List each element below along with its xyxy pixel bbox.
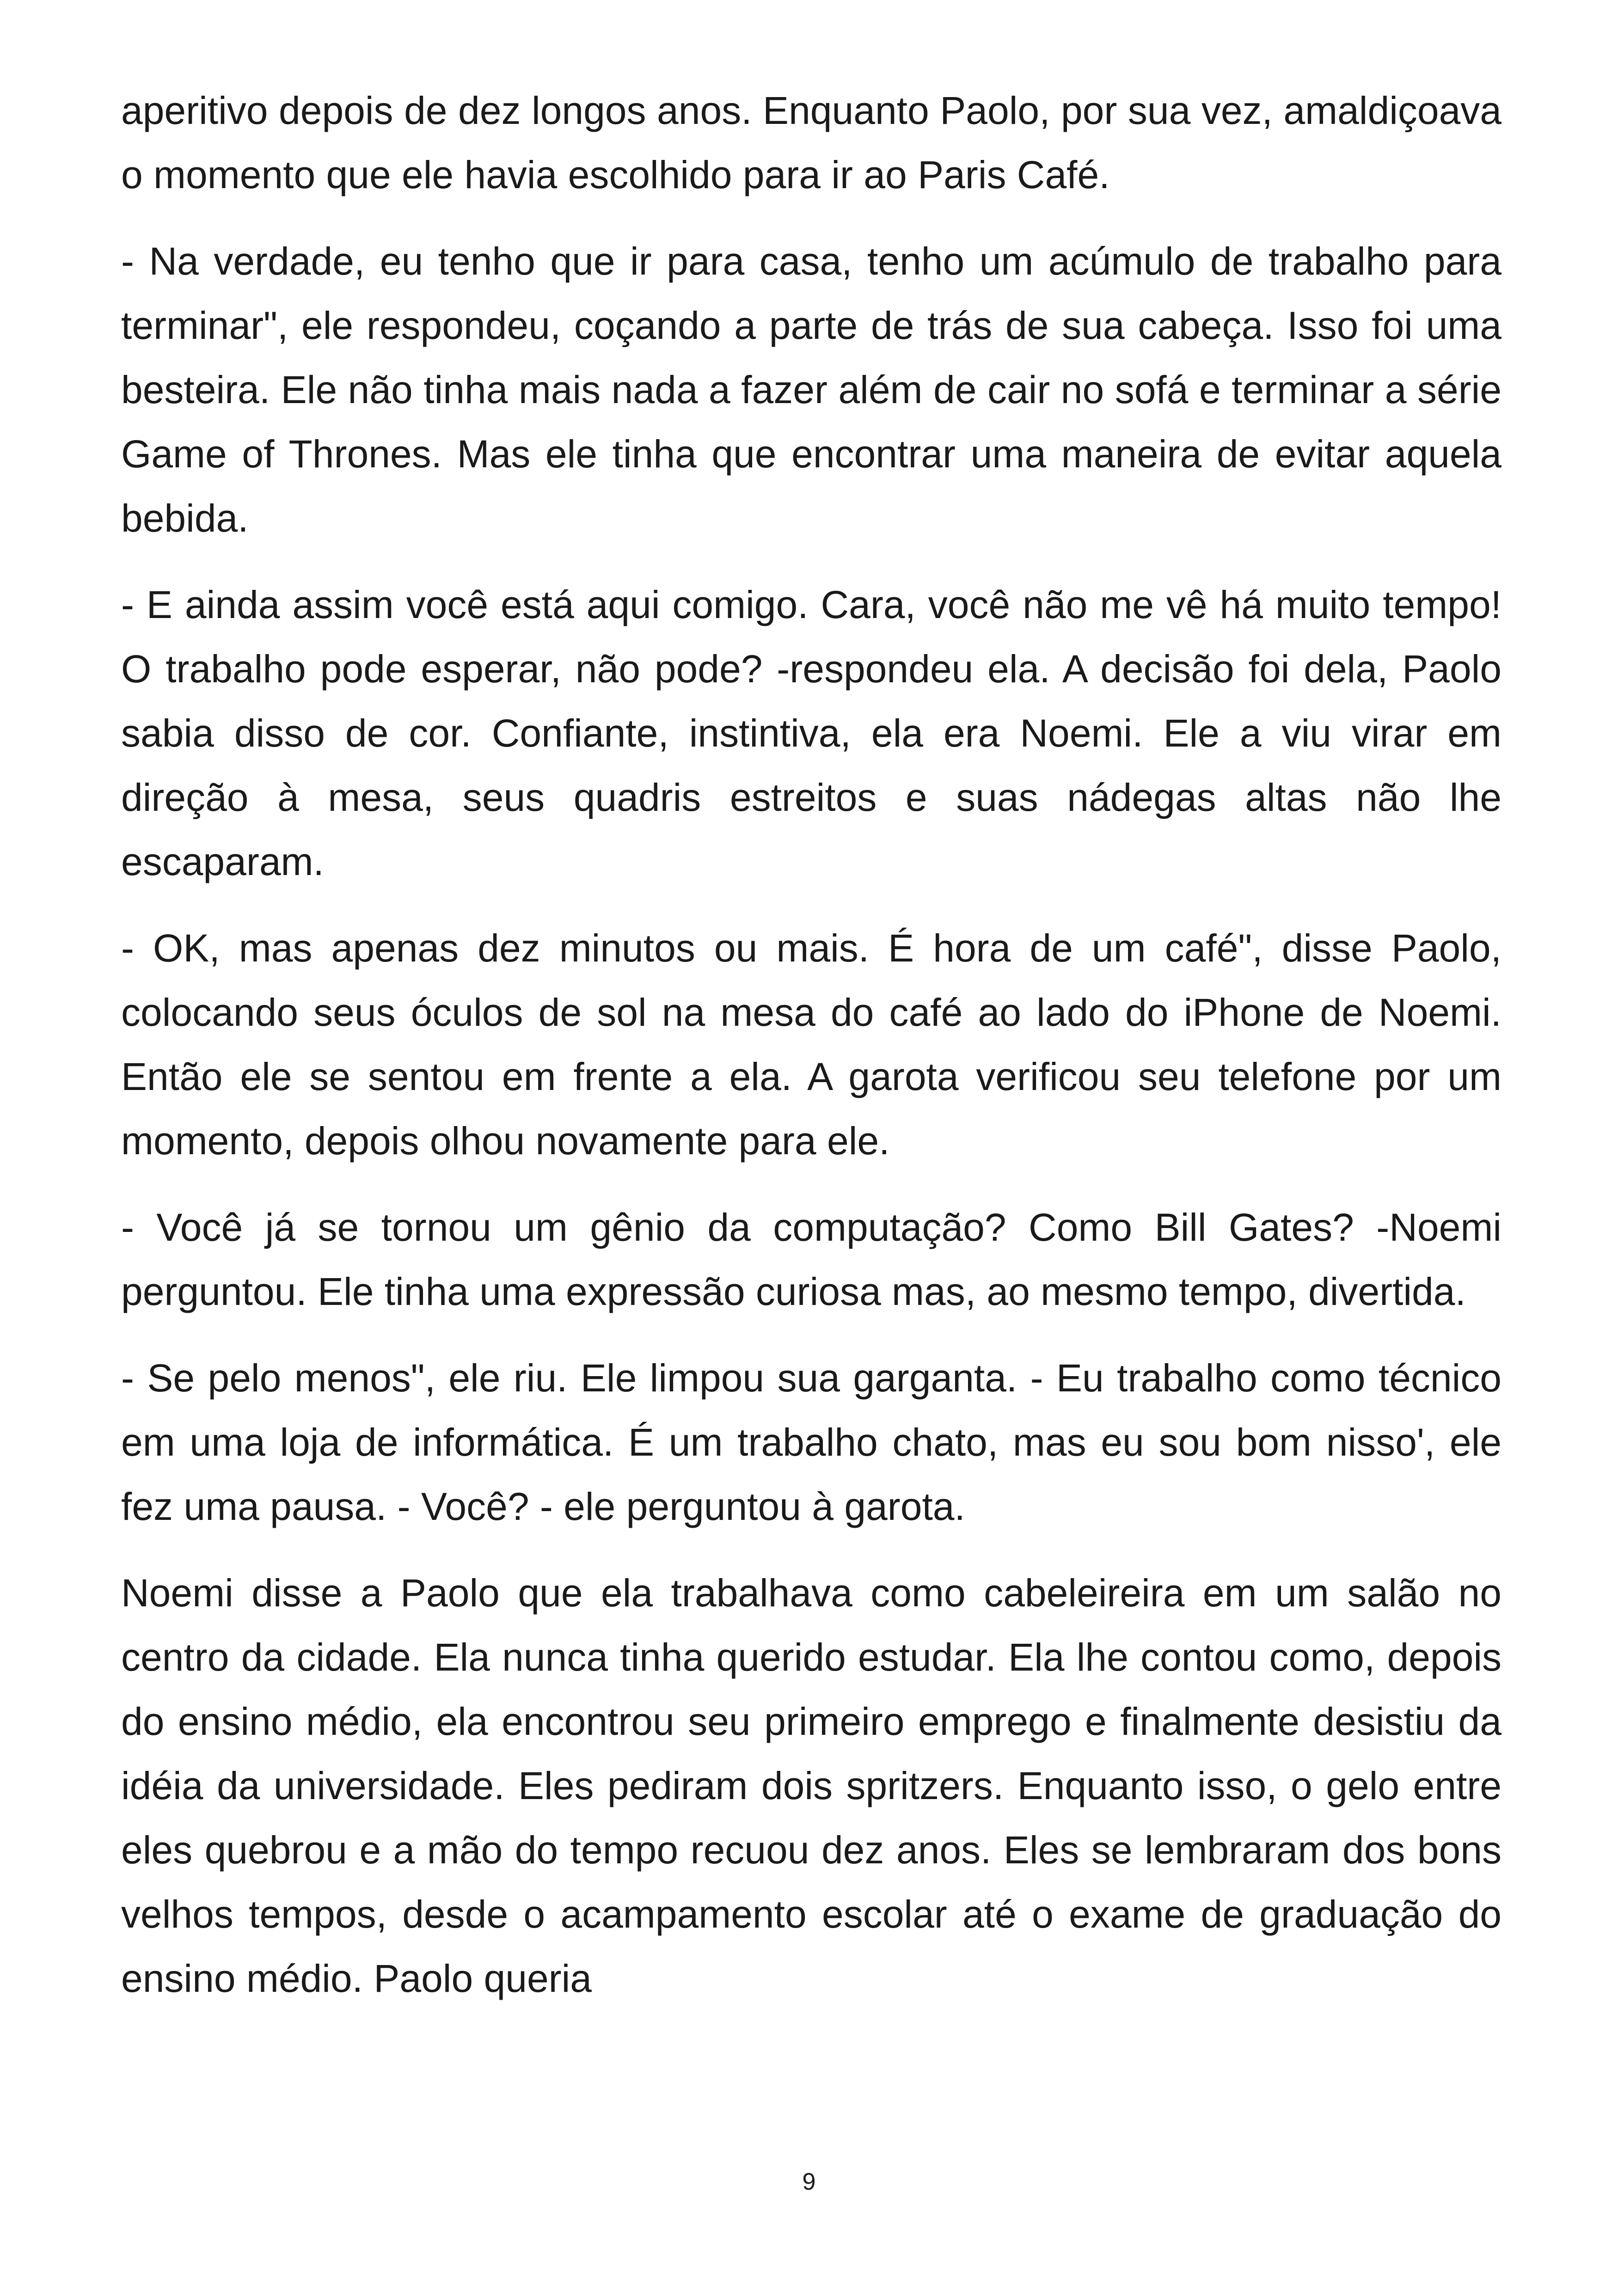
body-text [121, 79, 1502, 2033]
page-number: 9 [802, 2168, 816, 2195]
paragraph-1: aperitivo depois de dez longos anos. Enquanto Paolo, por sua vez, amaldiçoava o momento que ele havia escolhido para ir ao Paris Café. [121, 89, 1502, 196]
paragraph-4: - OK, mas apenas dez minutos ou mais. É hora de um café", disse Paolo, colocando seus óculos de sol na mesa do café ao lado do iPhone de Noemi. Então ele se sentou em frente a ela. A garota verificou seu telefone por um momento, depois olhou novamente para ele. [121, 926, 1502, 1163]
paragraph-2: - Na verdade, eu tenho que ir para casa, tenho um acúmulo de trabalho para terminar", ele respondeu, coçando a parte de trás de sua cabeça. Isso foi uma besteira. Ele não tinha mais nada a fazer além de cair no sofá e terminar a série Game of Thrones. Mas ele tinha que encontrar uma maneira de evitar aquela bebida. [121, 239, 1502, 540]
paragraph-7: Noemi disse a Paolo que ela trabalhava como cabeleireira em um salão no centro da cidade. Ela nunca tinha querido estudar. Ela lhe contou como, depois do ensino médio, ela encontrou seu primeiro emprego e finalmente desistiu da idéia da universidade. Eles pediram dois spritzers. Enquanto isso, o gelo entre eles quebrou e a mão do tempo recuou dez anos. Eles se lembraram dos bons velhos tempos, desde o acampamento escolar até o exame de graduação do ensino médio. Paolo queria [121, 1571, 1502, 2000]
paragraph-3: - E ainda assim você está aqui comigo. Cara, você não me vê há muito tempo! O trabalho pode esperar, não pode? -respondeu ela. A decisão foi dela, Paolo sabia disso de cor. Confiante, instintiva, ela era Noemi. Ele a viu virar em direção à mesa, seus quadris estreitos e suas nádegas altas não lhe escaparam. [121, 583, 1502, 883]
paragraph-6: - Se pelo menos", ele riu. Ele limpou sua garganta. - Eu trabalho como técnico em uma loja de informática. É um trabalho chato, mas eu sou bom nisso', ele fez uma pausa. - Você? - ele perguntou à garota. [121, 1356, 1502, 1528]
paragraph-5: - Você já se tornou um gênio da computação? Como Bill Gates? -Noemi perguntou. Ele tinha uma expressão curiosa mas, ao mesmo tempo, divertida. [121, 1206, 1502, 1313]
